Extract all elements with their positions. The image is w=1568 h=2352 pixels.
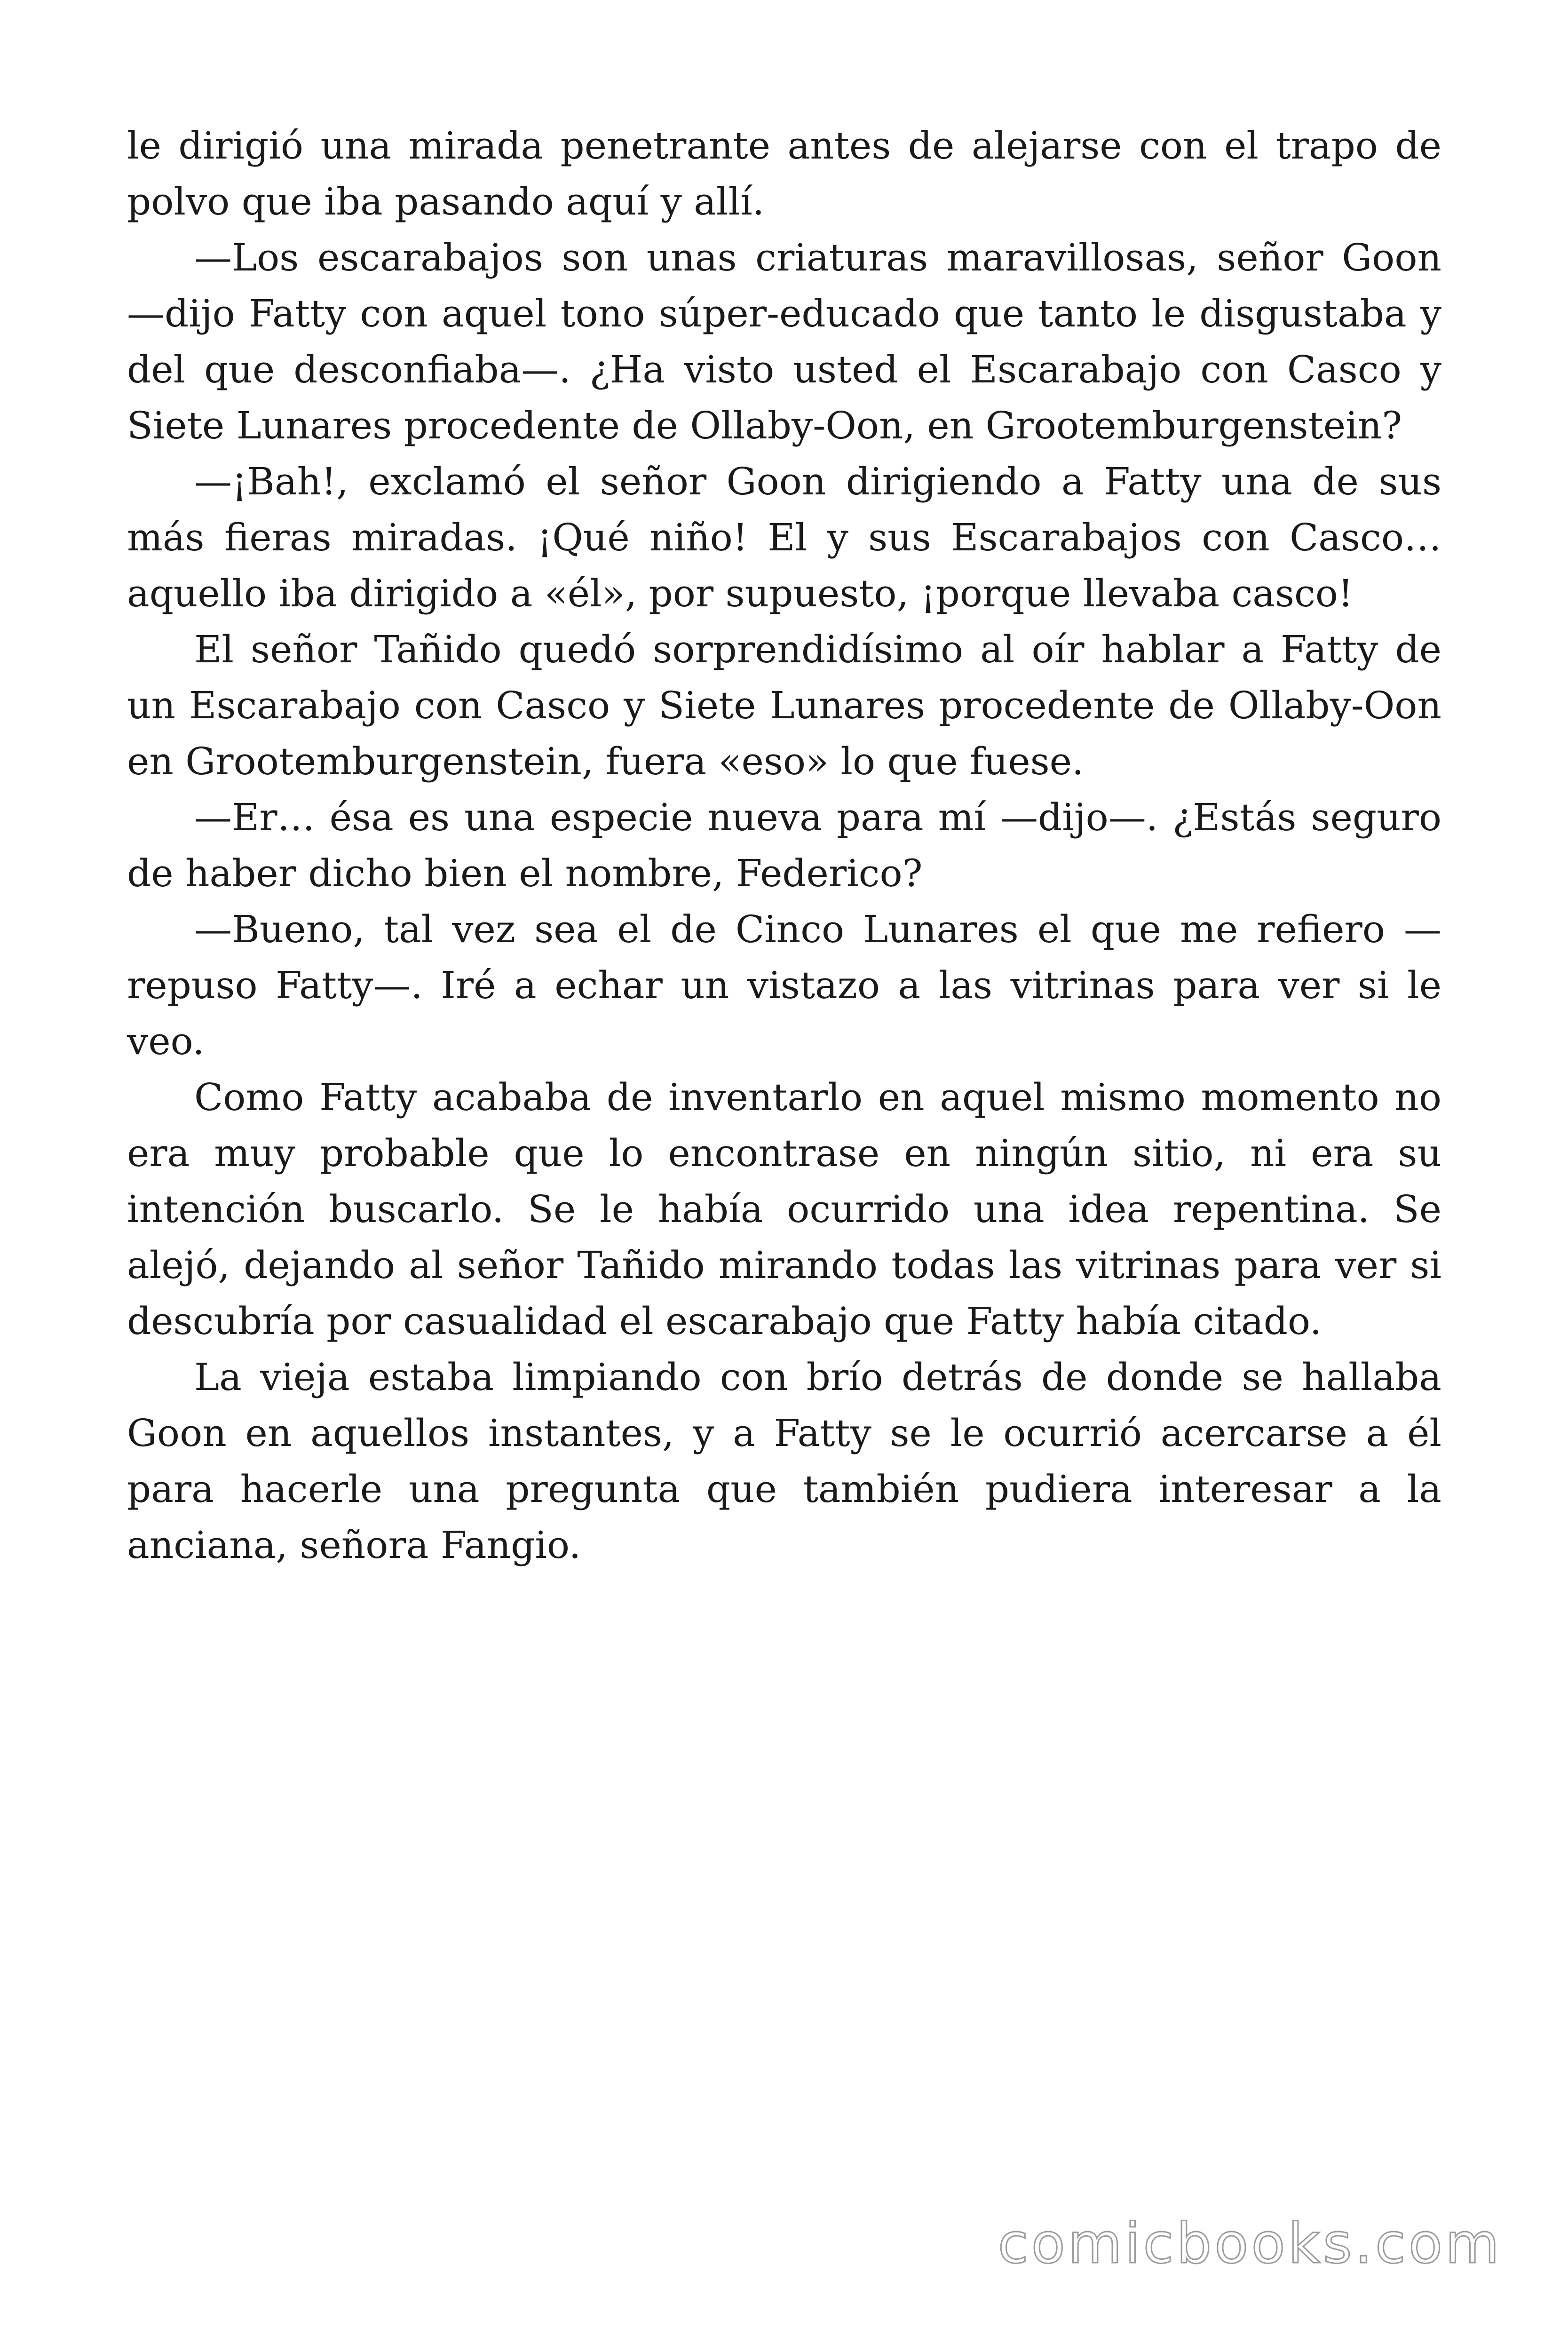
paragraph-8: La vieja estaba limpiando con brío detrás de donde se hallaba Goon en aquellos instantes, y a Fatty se le ocurrió acercarse a él para hacerle una pregunta que también pudiera interesar a la anciana, señora Fangio. xyxy=(127,1355,1441,1567)
body-text xyxy=(127,118,1441,1573)
paragraph-5: —Er… ésa es una especie nueva para mí —dijo—. ¿Estás seguro de haber dicho bien el nombre, Federico? xyxy=(127,795,1441,895)
paragraph-3: —¡Bah!, exclamó el señor Goon dirigiendo a Fatty una de sus más fieras miradas. ¡Qué niño! El y sus Escarabajos con Casco… aquello iba dirigido a «él», por supuesto, ¡porque llevaba casco! xyxy=(127,460,1441,615)
paragraph-6: —Bueno, tal vez sea el de Cinco Lunares el que me refiero —repuso Fatty—. Iré a echar un vistazo a las vitrinas para ver si le veo. xyxy=(127,907,1441,1063)
watermark-logo: comicbooks.com xyxy=(998,2211,1502,2276)
paragraph-2: —Los escarabajos son unas criaturas maravillosas, señor Goon —dijo Fatty con aquel tono súper-educado que tanto le disgustaba y del que desconfiaba—. ¿Ha visto usted el Escarabajo con Casco y Siete Lunares procedente de Ollaby-Oon, en Grootemburgenstein? xyxy=(127,236,1441,447)
paragraph-4: El señor Tañido quedó sorprendidísimo al oír hablar a Fatty de un Escarabajo con Casco y Siete Lunares procedente de Ollaby-Oon en Grootemburgenstein, fuera «eso» lo que fuese. xyxy=(127,628,1441,783)
paragraph-7: Como Fatty acababa de inventarlo en aquel mismo momento no era muy probable que lo encontrase en ningún sitio, ni era su intención buscarlo. Se le había ocurrido una idea repentina. Se alejó, dejando al señor Tañido mirando todas las vitrinas para ver si descubría por casualidad el escarabajo que Fatty había citado. xyxy=(127,1075,1441,1343)
paragraph-1: le dirigió una mirada penetrante antes de alejarse con el trapo de polvo que iba pasando aquí y allí. xyxy=(127,124,1441,223)
